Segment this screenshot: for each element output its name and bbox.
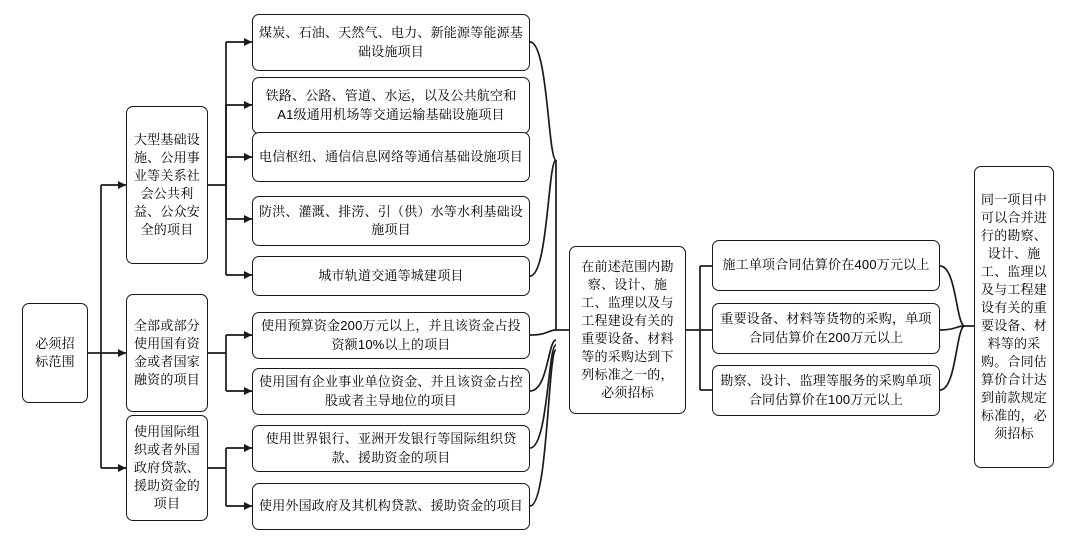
item-node-soe-funds[interactable]: 使用国有企业事业单位资金、并且该资金占控股或者主导地位的项目 (252, 368, 530, 415)
item-node-urban-rail[interactable]: 城市轨道交通等城建项目 (252, 256, 530, 296)
item-node-telecom[interactable]: 电信枢纽、通信信息网络等通信基础设施项目 (252, 132, 530, 182)
item-node-foreign-gov-loan[interactable]: 使用外国政府及其机构贷款、援助资金的项目 (252, 483, 530, 530)
item-node-transport[interactable]: 铁路、公路、管道、水运，以及公共航空和A1级通用机场等交通运输基础设施项目 (252, 77, 530, 134)
item-node-water[interactable]: 防洪、灌溉、排涝、引（供）水等水利基础设施项目 (252, 196, 530, 246)
threshold-node-construction[interactable]: 施工单项合同估算价在400万元以上 (712, 240, 940, 291)
item-node-intl-org-loan[interactable]: 使用世界银行、亚洲开发银行等国际组织贷款、援助资金的项目 (252, 425, 530, 472)
category-node-1[interactable]: 大型基础设施、公用事业等关系社会公共利益、公众安全的项目 (126, 106, 208, 264)
scope-node[interactable]: 在前述范围内勘察、设计、施工、监理以及与工程建设有关的重要设备、材料等的采购达到下列标准之一的，必须招标 (569, 246, 686, 414)
category-node-2[interactable]: 全部或部分使用国有资金或者国家融资的项目 (126, 294, 208, 412)
item-node-energy[interactable]: 煤炭、石油、天然气、电力、新能源等能源基础设施项目 (252, 14, 530, 71)
threshold-node-equipment[interactable]: 重要设备、材料等货物的采购，单项合同估算价在200万元以上 (712, 303, 940, 354)
root-node[interactable]: 必须招标范围 (22, 303, 88, 403)
item-node-budget-funds[interactable]: 使用预算资金200万元以上，并且该资金占投资额10%以上的项目 (252, 312, 530, 359)
conclusion-node[interactable]: 同一项目中可以合并进行的勘察、设计、施工、监理以及与工程建设有关的重要设备、材料等的采购。合同估算价合计达到前款规定标准的，必须招标 (974, 166, 1054, 468)
category-node-3[interactable]: 使用国际组织或者外国政府贷款、援助资金的项目 (126, 415, 208, 521)
threshold-node-services[interactable]: 勘察、设计、监理等服务的采购单项合同估算价在100万元以上 (712, 365, 940, 416)
